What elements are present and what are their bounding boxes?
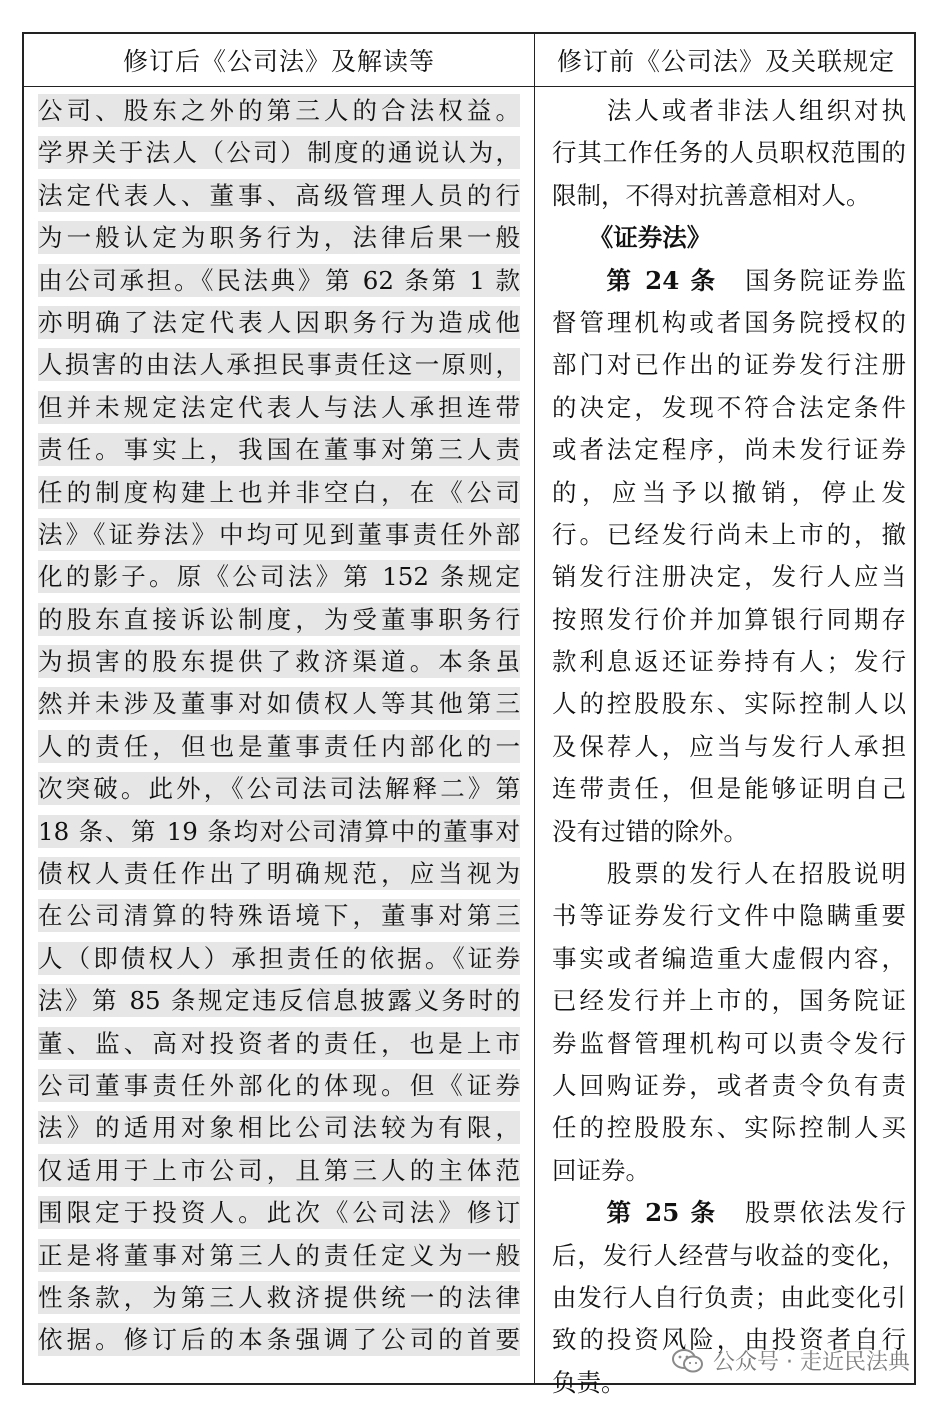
left-text-line: 的股东直接诉讼制度，为受董事职务行 (38, 604, 520, 634)
right-text-line (552, 938, 906, 980)
left-text-line: 责任。事实上，我国在董事对第三人责 (38, 435, 520, 465)
left-text-line: 依据。修订后的本条强调了公司的首要 (38, 1325, 520, 1355)
right-text-line (552, 1065, 906, 1107)
right-line-text: 回证券。 (552, 1155, 650, 1185)
left-text-line: 人损害的由法人承担民事责任这一原则， (38, 350, 520, 380)
right-line-text: 没有过错的除外。 (552, 816, 748, 846)
right-line-text: 法人或者非法人组织对执 (552, 96, 906, 125)
left-text-line: 围限定于投资人。此次《公司法》修订 (38, 1198, 520, 1228)
right-line-text: 限制，不得对抗善意相对人。 (552, 180, 871, 210)
right-text-line (552, 1023, 906, 1065)
right-text-line (552, 387, 906, 429)
article-heading: 《证券法》 (552, 223, 712, 253)
right-column (552, 90, 906, 1404)
right-line-text: 销发行注册决定，发行人应当 (552, 562, 906, 592)
left-text-line: 然并未涉及董事对如债权人等其他第三 (38, 689, 520, 719)
right-text-line (552, 302, 906, 344)
right-text-line (552, 1192, 906, 1234)
right-text-line (552, 683, 906, 725)
left-column (38, 90, 520, 1362)
right-line-text: 款利息返还证券持有人；发行 (552, 647, 906, 677)
right-text-line (552, 217, 906, 259)
left-text-line: 法》《证券法》中均可见到董事责任外部 (38, 519, 520, 549)
left-text-line: 债权人责任作出了明确规范，应当视为 (38, 859, 520, 889)
left-text-line: 人（即债权人）承担责任的依据。《证券 (38, 943, 520, 973)
left-text-line: 性条款，为第三人救济提供统一的法律 (38, 1282, 520, 1312)
right-line-text: 人的控股股东、实际控制人以 (552, 689, 906, 719)
right-text-line (552, 472, 906, 514)
left-text-line: 任的制度构建上也并非空白，在《公司 (38, 477, 520, 507)
left-text-line: 为一般认定为职务行为，法律后果一般 (38, 223, 520, 253)
right-text-line (552, 853, 906, 895)
left-text-line: 法定代表人、董事、高级管理人员的行 (38, 180, 520, 210)
right-text-line (552, 90, 906, 132)
right-text-line (552, 175, 906, 217)
right-line-text: 股票的发行人在招股说明 (552, 859, 906, 889)
comparison-table (22, 32, 916, 1397)
right-text-line (552, 599, 906, 641)
right-text-line (552, 811, 906, 853)
right-text-line (552, 641, 906, 683)
right-line-text: 或者法定程序，尚未发行证券 (552, 435, 906, 465)
right-line-text: 行其工作任务的人员职权范围的 (552, 138, 906, 168)
right-line-text: 事实或者编造重大虚假内容， (552, 943, 906, 973)
right-text-line (552, 344, 906, 386)
right-line-text: 及保荐人，应当与发行人承担 (552, 731, 906, 761)
right-line-text: 后，发行人经营与收益的变化， (552, 1240, 906, 1270)
right-line-text: 连带责任，但是能够证明自己 (552, 774, 906, 804)
header-right: 修订前《公司法》及关联规定 (556, 47, 895, 76)
left-text-line: 18 条、第 19 条均对公司清算中的董事对 (38, 816, 520, 846)
left-text-line: 在公司清算的特殊语境下，董事对第三 (38, 901, 520, 931)
left-text-line: 为损害的股东提供了救济渠道。本条虽 (38, 647, 520, 677)
right-line-text: 负责。 (552, 1367, 626, 1397)
right-line-text: 书等证券发行文件中隐瞒重要 (552, 901, 906, 931)
header-divider (24, 86, 914, 87)
left-text-line: 由公司承担。《民法典》第 62 条第 1 款 (38, 265, 520, 295)
column-divider (534, 34, 535, 1383)
right-line-text: 督管理机构或者国务院授权的 (552, 307, 906, 337)
left-text-line: 仅适用于上市公司，且第三人的主体范 (38, 1155, 520, 1185)
left-text-line: 但并未规定法定代表人与法人承担连带 (38, 392, 520, 422)
right-text-line (552, 1107, 906, 1149)
right-line-text: 的决定，发现不符合法定条件 (552, 392, 906, 422)
wechat-icon (671, 1347, 705, 1375)
right-line-text: 券监督管理机构可以责令发行 (552, 1028, 906, 1058)
right-line-text: 行。已经发行尚未上市的，撤 (552, 519, 906, 549)
right-line-text: 的，应当予以撤销，停止发 (552, 477, 906, 507)
right-text-line (552, 429, 906, 471)
right-line-text: 任的控股股东、实际控制人买 (552, 1113, 906, 1143)
right-text-line (552, 895, 906, 937)
right-text-line (552, 132, 906, 174)
right-text-line (552, 768, 906, 810)
left-text-line: 法》的适用对象相比公司法较为有限， (38, 1113, 520, 1143)
right-text-line (552, 726, 906, 768)
left-text-line: 公司、股东之外的第三人的合法权益。 (38, 96, 520, 125)
right-line-text: 按照发行价并加算银行同期存 (552, 604, 906, 634)
watermark-text: 公众号 · 走近民法典 (713, 1350, 910, 1375)
left-text-line: 法》第 85 条规定违反信息披露义务时的 (38, 986, 520, 1016)
right-line-text: 国务院证券监 (717, 265, 906, 295)
right-text-line (552, 1277, 906, 1319)
right-line-text: 致的投资风险，由投资者自行 (552, 1325, 906, 1355)
right-text-line (552, 980, 906, 1022)
article-heading: 第 25 条 (552, 1198, 718, 1228)
right-text-line (552, 1235, 906, 1277)
right-line-text: 股票依法发行 (717, 1198, 906, 1228)
right-line-text: 由发行人自行负责；由此变化引 (552, 1282, 906, 1312)
right-text-line (552, 556, 906, 598)
right-line-text: 已经发行并上市的，国务院证 (552, 986, 906, 1016)
watermark (671, 1345, 910, 1376)
left-text-line: 亦明确了法定代表人因职务行为造成他 (38, 307, 520, 337)
right-text-line (552, 260, 906, 302)
left-text-line: 董、监、高对投资者的责任，也是上市 (38, 1028, 520, 1058)
left-text-line: 公司董事责任外部化的体现。但《证券 (38, 1070, 520, 1100)
right-line-text: 人回购证券，或者责令负有责 (552, 1070, 906, 1100)
left-text-line: 次突破。此外，《公司法司法解释二》第 (38, 774, 520, 804)
right-text-line (552, 1150, 906, 1192)
right-text-line (552, 514, 906, 556)
left-text-line: 人的责任，但也是董事责任内部化的一 (38, 731, 520, 761)
left-text-line: 正是将董事对第三人的责任定义为一般 (38, 1240, 520, 1270)
right-line-text: 部门对已作出的证券发行注册 (552, 350, 906, 380)
header-left: 修订后《公司法》及解读等 (122, 47, 435, 76)
left-text-line: 化的影子。原《公司法》第 152 条规定 (38, 562, 520, 592)
left-text-line: 学界关于法人（公司）制度的通说认为， (38, 138, 520, 168)
article-heading: 第 24 条 (552, 265, 718, 295)
